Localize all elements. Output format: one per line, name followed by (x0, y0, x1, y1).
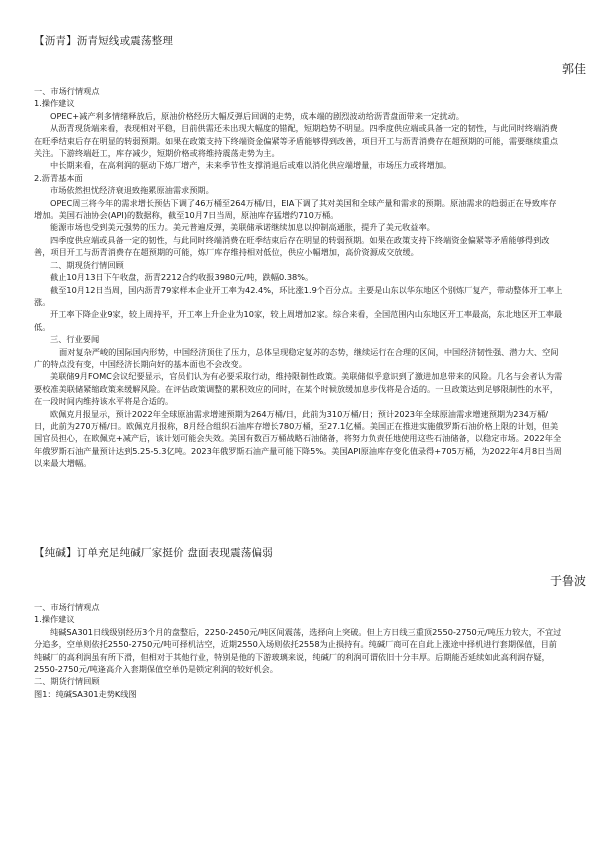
paragraph: 从沥青现货端来看，表现相对平稳，目前供需还未出现大幅度的错配，短期趋势不明显。四季度供应端或具备一定的韧性，与此同时终端消费在旺季结束后存在明显的转弱预期。如果在政策支持下终端资金偏紧等矛盾能够得到改善，项目开工与沥青消费存在超预期的可能，需要继续重点关注。下游终端赶工，库存减少，短期价格或将维持震荡走势为主。 (34, 123, 559, 159)
heading-news: 三、行业要闻 (50, 334, 100, 345)
paragraph: 能源市场也受到美元强势的压力。美元普遍反弹，美联储承诺继续加息以抑制高通胀，提升了美元收益率。 (50, 222, 435, 233)
subheading-advice: 1.操作建议 (34, 614, 75, 625)
section1-author: 郭佳 (561, 62, 586, 76)
paragraph: 四季度供应端或具备一定的韧性，与此同时终端消费在旺季结束后存在明显的转弱预期。如果在政策支持下终端资金偏紧等矛盾能够得到改善，项目开工与沥青消费存在超预期的可能，炼厂库存维持相对低位，供应小幅增加，高价资源成交放缓。 (34, 234, 550, 258)
subheading-advice: 1.操作建议 (34, 98, 75, 109)
paragraph: 欧佩克月报显示，预计2022年全球原油需求增速预期为264万桶/日，此前为310万桶/日；预计2023年全球原油需求增速预期为234万桶/日，此前为270万桶/日。欧佩克月报称，8月经合组织石油库存增长780万桶，至27.1亿桶。美国正在推进实施俄罗斯石油价格上限的计划，但美国官员担心，在欧佩克+减产后，该计划可能会失效。美国有数百万桶战略石油储备，将努力负责任地使用这些石油储备，以稳定市场。2022年全年俄罗斯石油产量预计达到5.25-5.3亿吨。2023年俄罗斯石油产量可能下降5%。美国API原油库存变化值录得+705万桶，为2022年4月8日当周以来最大增幅。 (34, 408, 562, 469)
paragraph: OPEC+减产利多情绪释放后，原油价格经历大幅反弹后回调的走势，成本端的剧烈波动给沥青盘面带来一定扰动。 (50, 110, 464, 121)
paragraph: 市场依然担忧经济衰退致拖累原油需求预期。 (50, 185, 214, 196)
paragraph: 截至10月12日当周，国内沥青79家样本企业开工率为42.4%，环比涨1.9个百分点。主要是山东以华东地区个别炼厂复产，带动整体开工率上涨。 (34, 284, 563, 307)
heading-market-view: 一、市场行情观点 (34, 86, 100, 96)
section1-title: 【沥青】沥青短线或震荡整理 (34, 35, 174, 47)
heading-review: 二、期货行情回顾 (34, 676, 100, 687)
subheading-fundamentals: 2.沥青基本面 (34, 172, 83, 183)
heading-review: 二、期现货行情回顾 (50, 259, 124, 270)
figure-caption: 图1：纯碱SA301走势K线图 (34, 688, 137, 699)
section2-body (34, 601, 564, 700)
paragraph: 纯碱SA301日线级别经历3个月的盘整后，2250-2450元/吨区间震荡，选择向上突破。但上方日线三重顶2550-2750元/吨压力较大，不宜过分追多，空单则依托2550-2750元/吨可择机沽空，近期2550入场则依托2558为止损持有。纯碱厂商可在自此上涨途中择机进行套期保值，目前纯碱厂的高利润虽有所下滑，但相对于其他行业，特别是他的下游玻璃来说，纯碱厂的利润可谓依旧十分丰厚。后期能否延续如此高利润存疑，2550-2750元/吨逢高介入套期保值空单仍是锁定利润的较好机会。 (34, 626, 562, 675)
paragraph: 截止10月13日下午收盘，沥青2212合约收报3980元/吨，跌幅0.38%。 (50, 272, 314, 283)
paragraph: 开工率下降企业9家，较上周持平，开工率上升企业为10家，较上周增加2家。综合来看，全国范围内山东地区开工率最高，东北地区开工率最低。 (34, 309, 563, 332)
heading-market-view: 一、市场行情观点 (34, 602, 100, 612)
section1-body (34, 85, 564, 470)
paragraph: 面对复杂严峻的国际国内形势，中国经济顶住了压力，总体呈现稳定复苏的态势，继续运行在合理的区间，中国经济韧性强、潜力大、空间广的特点没有变，中国经济长期向好的基本面也不会改变。 (34, 346, 559, 369)
paragraph: OPEC周三将今年的需求增长预估下调了46万桶至264万桶/日，EIA下调了其对美国和全球产量和需求的预期。原油需求的趋弱正在导致库存增加。美国石油协会(API)的数据称，截至10月7日当周，原油库存猛增约710万桶。 (34, 197, 557, 221)
paragraph: 美联储9月FOMC会议纪要显示，官员们认为有必要采取行动，维持限制性政策。美联储似乎意识到了激进加息带来的风险。几名与会者认为需要校准美联储紧缩政策来缓解风险。在评估政策调整的累积效应的同时，在某个时候放缓加息步伐将是合适的。一旦政策达到足够限制性的水平，在一段时间内维持该水平将是合适的。 (34, 371, 563, 407)
section2-author: 于鲁波 (549, 574, 586, 588)
section2-title: 【纯碱】订单充足纯碱厂家挺价 盘面表现震荡偏弱 (34, 547, 273, 559)
paragraph: 中长期来看，在高利润的驱动下炼厂增产，未来季节性支撑消退后或难以消化供应端增量，市场压力或将增加。 (50, 160, 452, 171)
